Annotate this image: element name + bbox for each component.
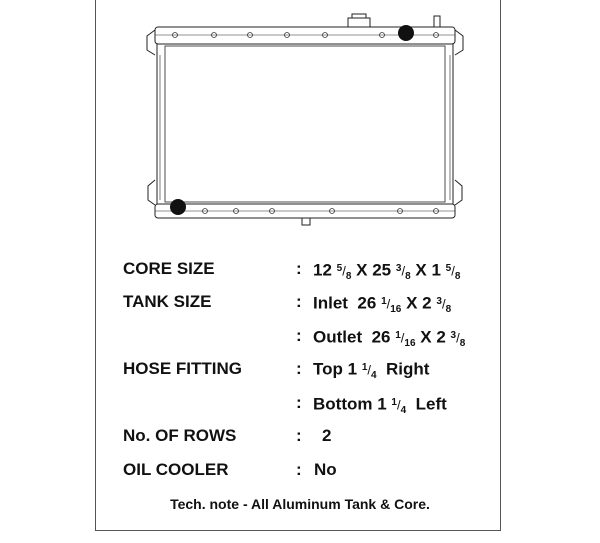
oil-cooler-value: No (314, 460, 337, 479)
hose-top-value: Top 1 1/4 Right (313, 359, 430, 381)
tank-inlet-value: Inlet 26 1/16 X 2 3/8 (313, 293, 452, 315)
oil-cooler-label: OIL COOLER (123, 460, 229, 479)
rows-value: 2 (322, 426, 332, 445)
oil-cooler-colon: : (296, 460, 302, 479)
radiator-drawing (0, 0, 600, 260)
core-size-colon: : (296, 259, 302, 278)
core-size-value: 12 5/8 X 25 3/8 X 1 5/8 (313, 260, 461, 282)
drain-plug (302, 218, 310, 225)
bottom-hose-fitting (170, 199, 186, 215)
hose-fitting-label: HOSE FITTING (123, 359, 242, 378)
hose-bottom-value: Bottom 1 1/4 Left (313, 394, 447, 416)
right-upper-bracket (455, 30, 463, 55)
right-lower-bracket (455, 180, 462, 205)
hose-bottom-colon: : (296, 393, 302, 412)
core-size-label: CORE SIZE (123, 259, 215, 278)
left-lower-bracket (148, 180, 155, 205)
tank-outlet-colon: : (296, 326, 302, 345)
left-upper-bracket (147, 30, 155, 55)
hose-fitting-colon: : (296, 359, 302, 378)
radiator-core (157, 44, 453, 204)
tank-outlet-value: Outlet 26 1/16 X 2 3/8 (313, 327, 466, 349)
top-hose-fitting (398, 25, 414, 41)
top-small-fitting (434, 16, 440, 27)
tech-note: Tech. note - All Aluminum Tank & Core. (170, 496, 430, 512)
radiator-cap (348, 18, 370, 27)
rows-colon: : (296, 426, 302, 445)
tank-size-colon: : (296, 292, 302, 311)
rows-label: No. OF ROWS (123, 426, 237, 445)
tank-size-label: TANK SIZE (123, 292, 212, 311)
